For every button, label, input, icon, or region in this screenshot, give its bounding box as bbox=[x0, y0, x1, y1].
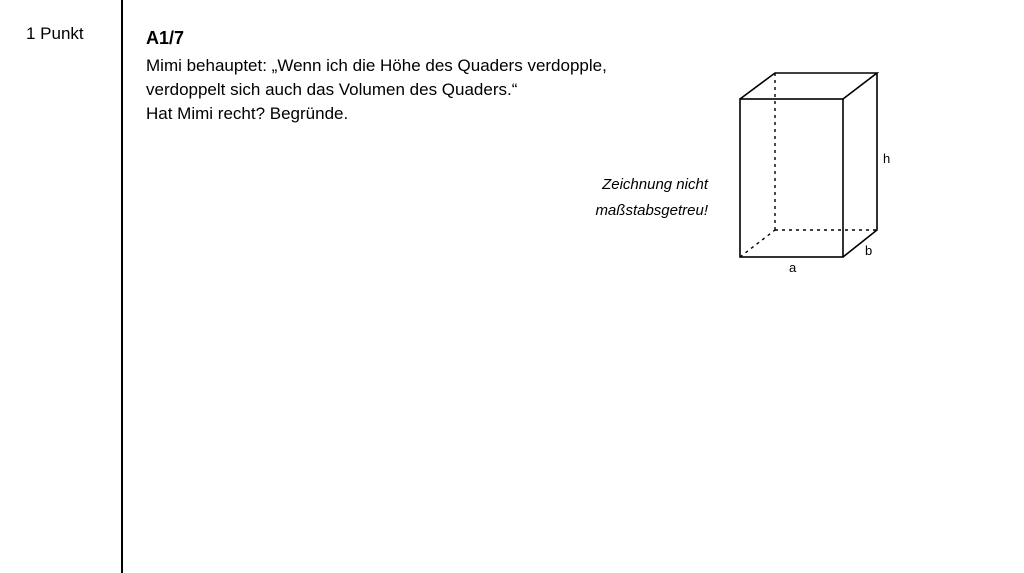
task-text bbox=[146, 54, 607, 126]
task-text-line: Hat Mimi recht? Begründe. bbox=[146, 104, 349, 123]
cuboid-hidden-depth bbox=[740, 230, 775, 257]
cuboid-height-label: h bbox=[883, 151, 891, 166]
task-text-line: verdoppelt sich auch das Volumen des Quaders.“ bbox=[146, 80, 518, 99]
cuboid-width-label: a bbox=[789, 260, 797, 275]
task-text-line: Mimi behauptet: „Wenn ich die Höhe des Quaders verdopple, bbox=[146, 56, 607, 75]
cuboid-depth-label: b bbox=[865, 243, 873, 258]
margin-divider bbox=[121, 0, 123, 573]
cuboid-top-edges bbox=[740, 73, 877, 99]
scale-note-line: maßstabsgetreu! bbox=[595, 202, 708, 219]
task-id: A1/7 bbox=[146, 28, 185, 48]
cuboid-figure bbox=[730, 64, 900, 279]
scale-note-line: Zeichnung nicht bbox=[602, 176, 708, 193]
scale-note bbox=[540, 172, 708, 224]
points-label: 1 Punkt bbox=[26, 24, 84, 43]
cuboid-front-face bbox=[740, 99, 843, 257]
